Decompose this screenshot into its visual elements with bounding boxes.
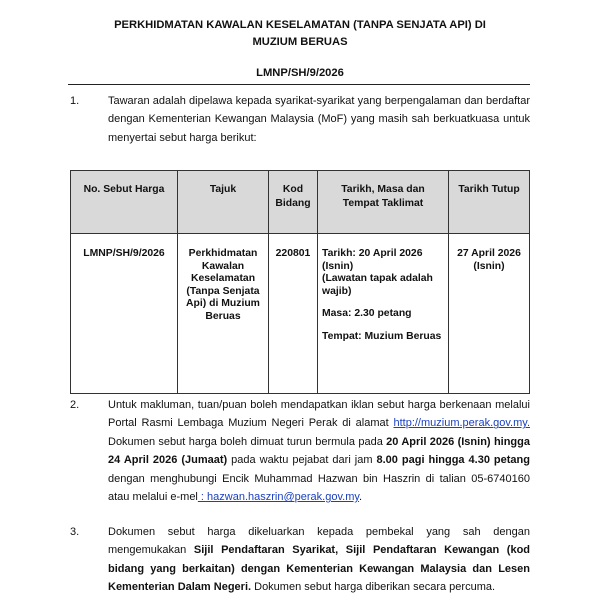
text-segment: dengan menghubungi Encik Muhammad Hazwan bin Haszrin di talian 05-6740160 atau melalui e-mel <box>108 472 530 504</box>
quotation-table <box>70 170 530 394</box>
portal-link[interactable]: http://muzium.perak.gov.my. <box>393 417 530 430</box>
header-kod-bidang: Kod Bidang <box>269 171 318 234</box>
paragraph-number: 2. <box>70 399 80 411</box>
cell-kod-bidang: 220801 <box>269 234 318 394</box>
paragraph-text <box>108 396 530 506</box>
reference-number: LMNP/SH/9/2026 <box>256 67 344 79</box>
download-period: 20 April 2026 (Isnin) hingga 24 April 2026 (Jumaat) <box>108 435 530 467</box>
title-line-2: MUZIUM BERUAS <box>252 36 348 48</box>
document-header <box>60 17 540 79</box>
header-tajuk: Tajuk <box>178 171 269 234</box>
text-segment: Dokumen sebut harga boleh dimuat turun bermula pada <box>108 435 387 448</box>
paragraph-text: Tawaran adalah dipelawa kepada syarikat-syarikat yang berpengalaman dan berdaftar dengan Kementerian Kewangan Malaysia (MoF) yang masih sah berkuatkuasa untuk menyertai sebut harga berikut: <box>108 95 530 144</box>
text-segment: Untuk makluman, tuan/puan boleh mendapatkan iklan sebut harga berkenaan melalui Portal Rasmi Lembaga Muzium Negeri Perak di alamat <box>108 399 530 430</box>
taklimat-note: (Lawatan tapak adalah wajib) <box>322 273 433 297</box>
paragraph-text <box>108 523 530 597</box>
table-header-row <box>71 171 530 234</box>
paragraph-1 <box>70 92 530 147</box>
table-row <box>71 234 530 394</box>
text-segment: Dokumen sebut harga dikeluarkan kepada pembekal yang sah dengan mengemukakan <box>108 526 530 557</box>
paragraph-number: 1. <box>70 95 80 107</box>
cell-tarikh-tutup: 27 April 2026 (Isnin) <box>449 234 530 394</box>
cell-no-sebut-harga: LMNP/SH/9/2026 <box>71 234 178 394</box>
required-documents: Sijil Pendaftaran Syarikat, Sijil Pendaftaran Kewangan (kod bidang yang berkaitan) dengan Kementerian Kewangan Malaysia dan Lesen Kementerian Dalam Negeri. <box>108 544 531 594</box>
taklimat-tarikh: Tarikh: 20 April 2026 (Isnin) <box>322 248 423 272</box>
title-line-1: PERKHIDMATAN KAWALAN KESELAMATAN (TANPA SENJATA API) DI <box>114 19 486 31</box>
header-divider <box>68 84 530 85</box>
header-taklimat: Tarikh, Masa dan Tempat Taklimat <box>318 171 449 234</box>
taklimat-tempat: Tempat: Muzium Beruas <box>322 330 442 342</box>
paragraph-3 <box>70 523 530 597</box>
text-segment: Dokumen sebut harga diberikan secara percuma. <box>251 581 496 594</box>
office-hours: 8.00 pagi hingga 4.30 petang <box>376 454 530 467</box>
paragraph-number: 3. <box>70 526 80 538</box>
taklimat-masa: Masa: 2.30 petang <box>322 308 412 319</box>
cell-tajuk: Perkhidmatan Kawalan Keselamatan (Tanpa Senjata Api) di Muzium Beruas <box>178 234 269 394</box>
email-link[interactable]: : hazwan.haszrin@perak.gov.my <box>197 491 360 504</box>
paragraph-2 <box>70 396 530 506</box>
header-no-sebut-harga: No. Sebut Harga <box>71 171 178 234</box>
text-segment: pada waktu pejabat dari jam <box>227 454 377 467</box>
text-segment: . <box>359 491 363 504</box>
cell-taklimat <box>318 234 449 394</box>
header-tarikh-tutup: Tarikh Tutup <box>449 171 530 234</box>
